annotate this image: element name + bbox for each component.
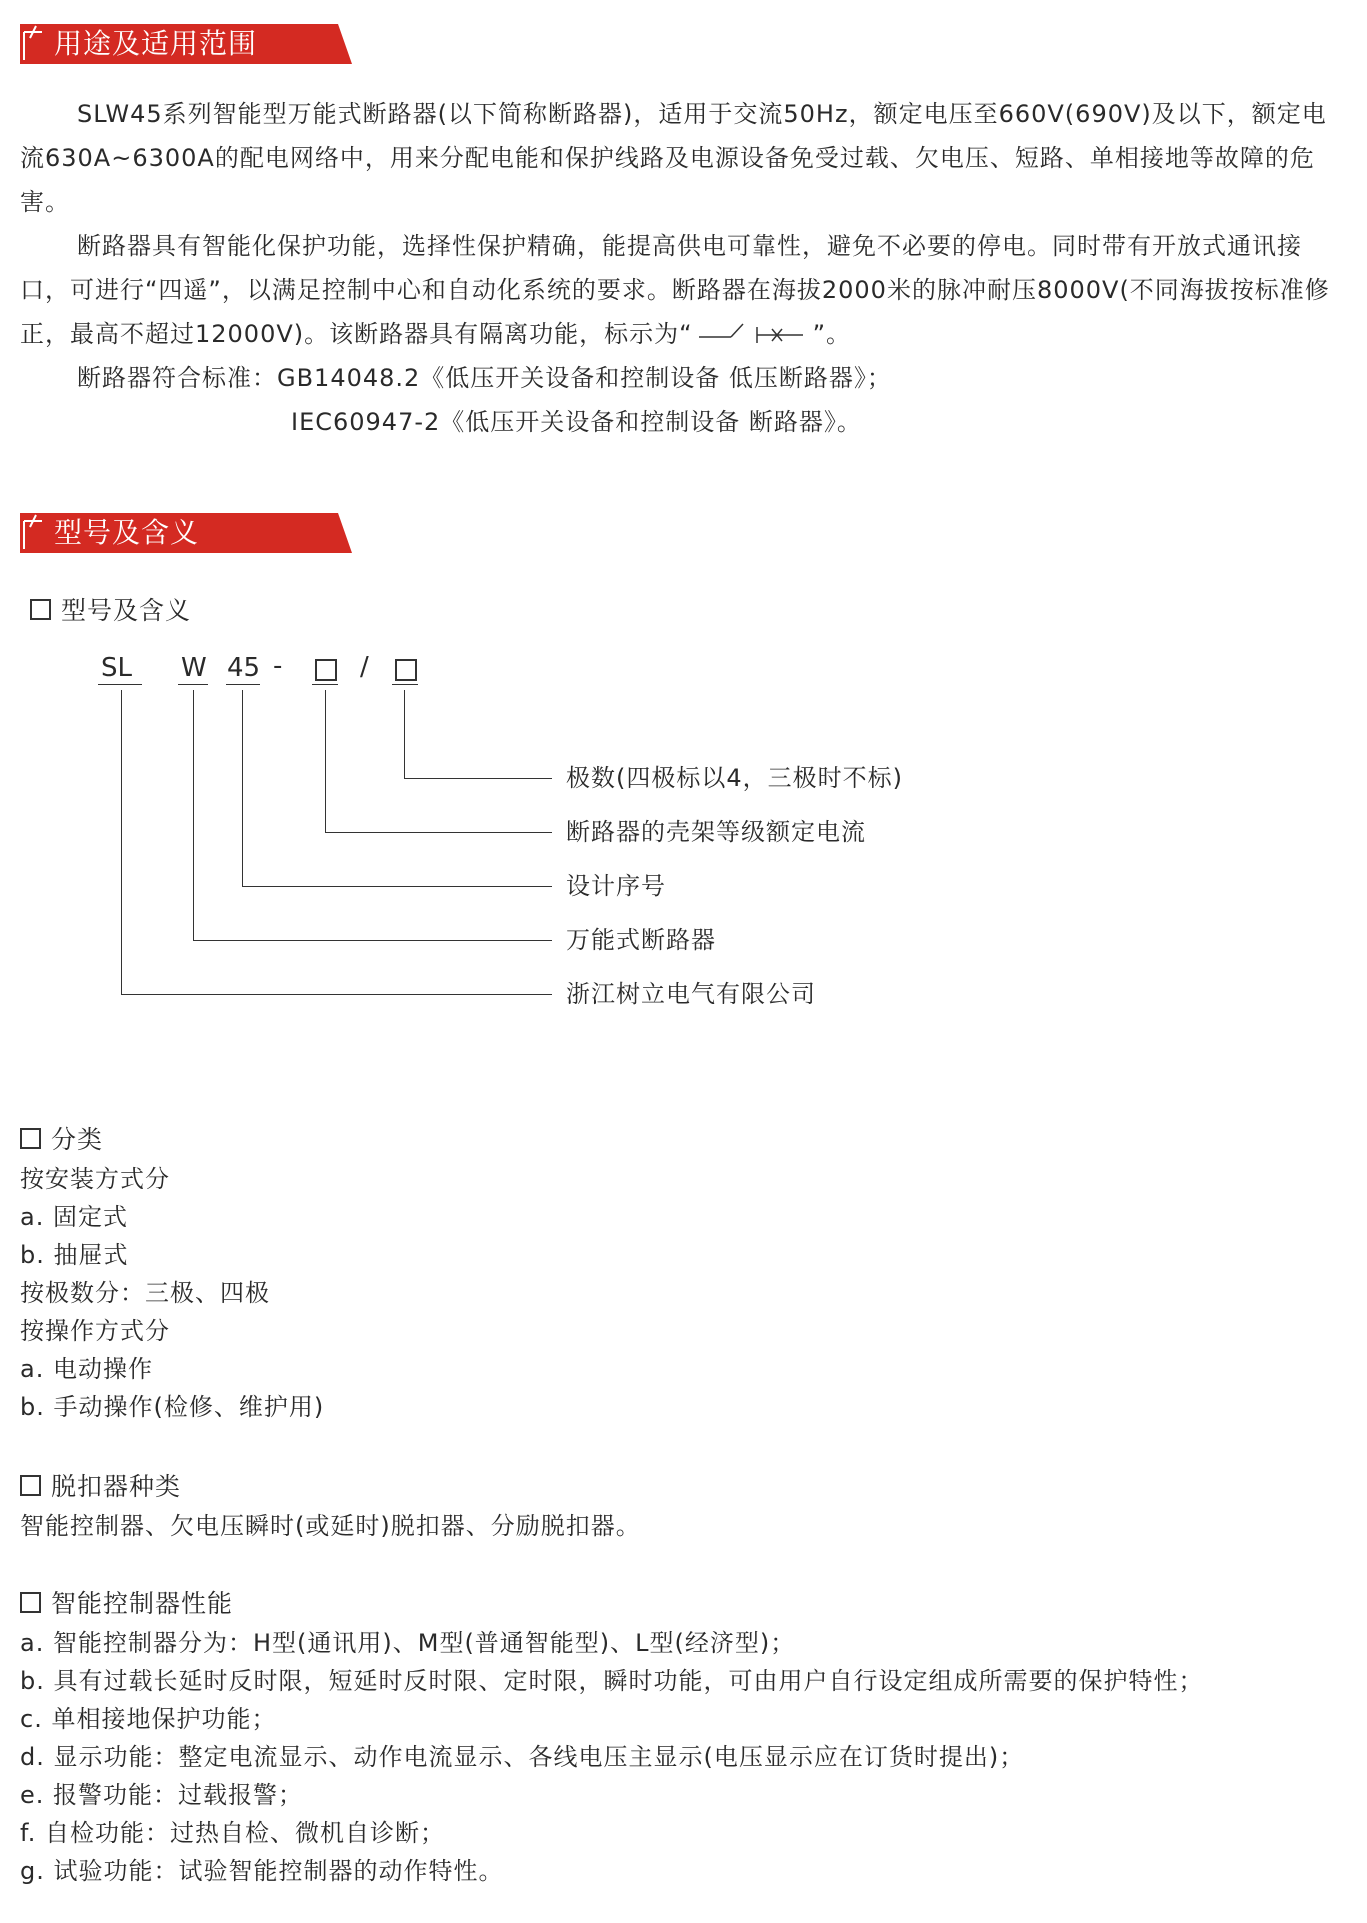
list-item: 按操作方式分 bbox=[20, 1317, 170, 1345]
leader-company-vertical bbox=[121, 690, 122, 994]
list-item: b. 抽屉式 bbox=[20, 1241, 129, 1269]
list-item: a. 智能控制器分为：H型(通讯用)、M型(普通智能型)、L型(经济型)； bbox=[20, 1629, 796, 1657]
classification-list bbox=[20, 1160, 324, 1426]
section-title-model: 型号及含义 bbox=[54, 516, 200, 549]
controller-heading-label: 智能控制器性能 bbox=[51, 1589, 234, 1618]
checkbox-square-icon bbox=[20, 1128, 41, 1149]
classification-heading-label: 分类 bbox=[51, 1125, 104, 1154]
section-banner-model bbox=[20, 513, 352, 553]
controller-heading bbox=[20, 1584, 233, 1624]
leader-poles-vertical bbox=[404, 690, 405, 778]
list-item: a. 固定式 bbox=[20, 1203, 128, 1231]
leader-universal-horizontal bbox=[193, 940, 552, 941]
leader-company-horizontal bbox=[121, 994, 552, 995]
usage-text bbox=[20, 92, 1342, 444]
leader-current-vertical bbox=[325, 690, 326, 832]
code-w-underline bbox=[178, 684, 208, 685]
leader-design-horizontal bbox=[242, 886, 552, 887]
list-item: c. 单相接地保护功能； bbox=[20, 1705, 277, 1733]
leader-universal-vertical bbox=[193, 690, 194, 940]
code-sl-underline bbox=[98, 684, 142, 685]
code-box1-underline bbox=[312, 684, 338, 685]
meaning-rated-current: 断路器的壳架等级额定电流 bbox=[566, 818, 866, 846]
section-title-usage: 用途及适用范围 bbox=[54, 27, 258, 60]
code-rated-current-box bbox=[315, 659, 337, 681]
list-item: b. 手动操作(检修、维护用) bbox=[20, 1393, 325, 1421]
list-item: b. 具有过载长延时反时限，短延时反时限、定时限，瞬时功能，可由用户自行设定组成所需要的保护特性； bbox=[20, 1667, 1204, 1695]
code-w: W bbox=[181, 653, 207, 683]
list-item: 按极数分：三极、四极 bbox=[20, 1279, 270, 1307]
model-subheading-label: 型号及含义 bbox=[61, 596, 192, 625]
usage-paragraph-2 bbox=[20, 224, 1342, 356]
release-heading-label: 脱扣器种类 bbox=[51, 1472, 182, 1501]
list-item: 按安装方式分 bbox=[20, 1165, 170, 1193]
list-item: g. 试验功能：试验智能控制器的动作特性。 bbox=[20, 1857, 504, 1885]
release-heading bbox=[20, 1467, 181, 1507]
leader-poles-horizontal bbox=[404, 778, 552, 779]
code-slash: / bbox=[360, 652, 369, 682]
code-sl: SL bbox=[101, 653, 132, 683]
leader-current-horizontal bbox=[325, 832, 552, 833]
meaning-universal-breaker: 万能式断路器 bbox=[566, 926, 716, 954]
usage-paragraph-2-text: 断路器具有智能化保护功能，选择性保护精确，能提高供电可靠性，避免不必要的停电。同时带有开放式通讯接口，可进行“四遥”，以满足控制中心和自动化系统的要求。断路器在海拔2000米的脉冲耐压8000V(不同海拔按标准修正，最高不超过12000V)。该断路器具有隔离功能，标示为“ bbox=[20, 232, 1330, 348]
meaning-poles: 极数(四极标以4，三极时不标) bbox=[566, 764, 903, 792]
code-dash: - bbox=[273, 651, 283, 681]
list-item: f. 自检功能：过热自检、微机自诊断； bbox=[20, 1819, 445, 1847]
usage-paragraph-1: SLW45系列智能型万能式断路器(以下简称断路器)，适用于交流50Hz，额定电压至660V(690V)及以下，额定电流630A~6300A的配电网络中，用来分配电能和保护线路及电源设备免受过载、欠电压、短路、单相接地等故障的危害。 bbox=[20, 100, 1327, 216]
checkbox-square-icon bbox=[30, 599, 51, 620]
controller-list bbox=[20, 1624, 1204, 1890]
standard-line-1: 断路器符合标准：GB14048.2《低压开关设备和控制设备 低压断路器》； bbox=[77, 364, 892, 392]
standard-line-2: IEC60947-2《低压开关设备和控制设备 断路器》。 bbox=[291, 408, 862, 436]
checkbox-square-icon bbox=[20, 1475, 41, 1496]
checkbox-square-icon bbox=[20, 1592, 41, 1613]
usage-paragraph-2-end: ”。 bbox=[812, 320, 851, 348]
meaning-company: 浙江树立电气有限公司 bbox=[566, 980, 816, 1008]
release-text: 智能控制器、欠电压瞬时(或延时)脱扣器、分励脱扣器。 bbox=[20, 1512, 641, 1540]
model-subheading bbox=[30, 591, 191, 631]
code-45-underline bbox=[226, 684, 260, 685]
code-box2-underline bbox=[392, 684, 418, 685]
code-poles-box bbox=[395, 659, 417, 681]
section-banner-usage bbox=[20, 24, 352, 64]
code-45: 45 bbox=[227, 653, 261, 683]
release-text-block bbox=[20, 1507, 641, 1545]
list-item: a. 电动操作 bbox=[20, 1355, 153, 1383]
classification-heading bbox=[20, 1120, 103, 1160]
list-item: e. 报警功能：过载报警； bbox=[20, 1781, 304, 1809]
leader-design-vertical bbox=[242, 690, 243, 886]
list-item: d. 显示功能：整定电流显示、动作电流显示、各线电压主显示(电压显示应在订货时提出)； bbox=[20, 1743, 1025, 1771]
isolation-symbol-icon bbox=[693, 321, 813, 345]
meaning-design-number: 设计序号 bbox=[566, 872, 666, 900]
